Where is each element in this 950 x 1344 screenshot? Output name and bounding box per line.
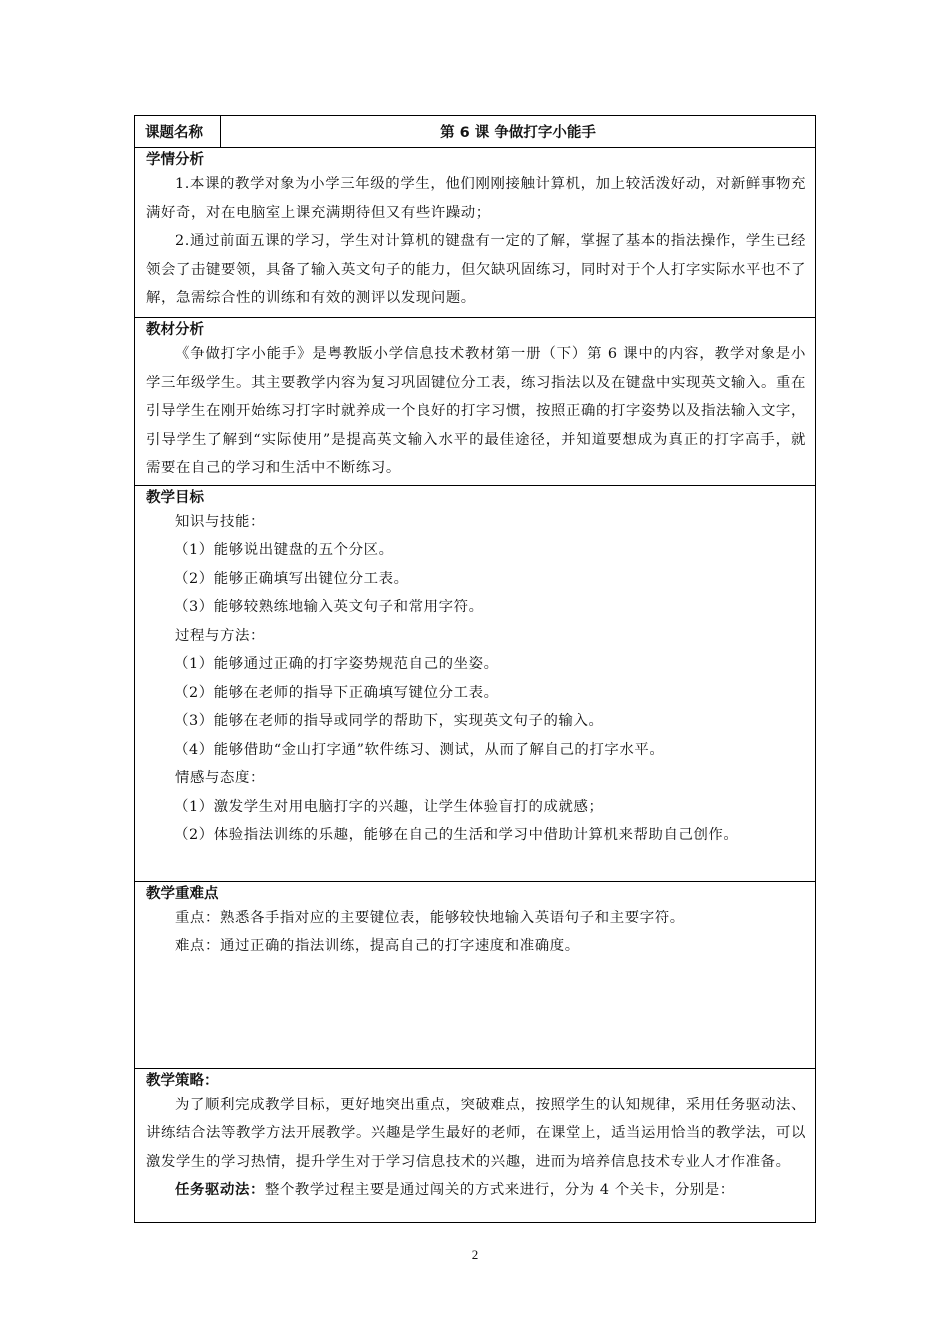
key-points-row [135, 881, 816, 1068]
material-analysis-cell [135, 318, 816, 486]
process-item-2: （2）能够在老师的指导下正确填写键位分工表。 [174, 684, 499, 701]
material-analysis-row [135, 318, 816, 486]
learning-analysis-row [135, 148, 816, 318]
learning-analysis-paragraph-2: 2.通过前面五课的学习，学生对计算机的键盘有一定的了解，掌握了基本的指法操作，学生已经领会了击键要领，具备了输入英文句子的能力，但欠缺巩固练习，同时对于个人打字实际水平也不了解，急需综合性的训练和有效的测评以发现问题。 [146, 233, 806, 306]
knowledge-item-2: （2）能够正确填写出键位分工表。 [174, 570, 409, 587]
process-item-3: （3）能够在老师的指导或同学的帮助下，实现英文句子的输入。 [174, 713, 604, 729]
material-analysis-title: 教材分析 [146, 322, 204, 338]
knowledge-item-1: （1）能够说出键盘的五个分区。 [174, 542, 394, 558]
task-driven-paragraph [146, 1176, 806, 1205]
material-analysis-paragraph: 《争做打字小能手》是粤教版小学信息技术教材第一册（下）第 6 课中的内容，教学对象是小学三年级学生。其主要教学内容为复习巩固键位分工表，练习指法以及在键盘中实现英文输入。重在引导学生在刚开始练习打字时就养成一个良好的打字习惯，按照正确的打字姿势以及指法输入文字，引导学生了解到“实际使用”是提高英文输入水平的最佳途径，并知道要想成为真正的打字高手，就需要在自己的学习和生活中不断练习。 [146, 346, 806, 476]
key-points-title: 教学重难点 [146, 885, 219, 902]
strategy-cell [135, 1068, 816, 1222]
learning-analysis-cell [135, 148, 816, 318]
task-driven-label: 任务驱动法： [175, 1181, 265, 1198]
process-item-1: （1）能够通过正确的打字姿势规范自己的坐姿。 [174, 656, 499, 672]
objectives-row [135, 485, 816, 881]
lesson-plan-table [134, 115, 816, 1223]
strategy-row [135, 1068, 816, 1222]
key-points-cell [135, 881, 816, 1068]
lesson-plan-page [134, 115, 816, 1223]
knowledge-item-3: （3）能够较熟练地输入英文句子和常用字符。 [174, 599, 484, 615]
learning-analysis-title: 学情分析 [146, 152, 204, 168]
process-item-4: （4）能够借助“金山打字通”软件练习、测试，从而了解自己的打字水平。 [174, 741, 665, 758]
lesson-title: 第 6 课 争做打字小能手 [221, 116, 816, 148]
key-point-difficulty: 难点：通过正确的指法训练，提高自己的打字速度和准确度。 [175, 938, 580, 954]
task-driven-text: 整个教学过程主要是通过闯关的方式来进行，分为 4 个关卡，分别是： [264, 1182, 735, 1198]
knowledge-heading: 知识与技能： [175, 513, 265, 530]
course-name-label: 课题名称 [135, 116, 221, 148]
objectives-title: 教学目标 [146, 489, 204, 506]
key-point-focus: 重点：熟悉各手指对应的主要键位表，能够较快地输入英语句子和主要字符。 [175, 909, 685, 926]
page-number: 2 [471, 1247, 479, 1262]
strategy-title: 教学策略： [146, 1072, 219, 1089]
objectives-cell [135, 485, 816, 881]
header-row [135, 116, 816, 148]
process-heading: 过程与方法： [175, 627, 265, 644]
strategy-paragraph: 为了顺利完成教学目标，更好地突出重点，突破难点，按照学生的认知规律，采用任务驱动法、讲练结合法等教学方法开展教学。兴趣是学生最好的老师，在课堂上，适当运用恰当的教学法，可以激发学生的学习热情，提升学生对于学习信息技术的兴趣，进而为培养信息技术专业人才作准备。 [146, 1096, 806, 1170]
learning-analysis-paragraph-1: 1.本课的教学对象为小学三年级的学生，他们刚刚接触计算机，加上较活泼好动，对新鲜事物充满好奇，对在电脑室上课充满期待但又有些许躁动； [146, 176, 806, 221]
emotion-heading: 情感与态度： [175, 770, 265, 786]
emotion-item-2: （2）体验指法训练的乐趣，能够在自己的生活和学习中借助计算机来帮助自己创作。 [174, 827, 739, 843]
emotion-item-1: （1）激发学生对用电脑打字的兴趣，让学生体验盲打的成就感； [174, 798, 604, 815]
